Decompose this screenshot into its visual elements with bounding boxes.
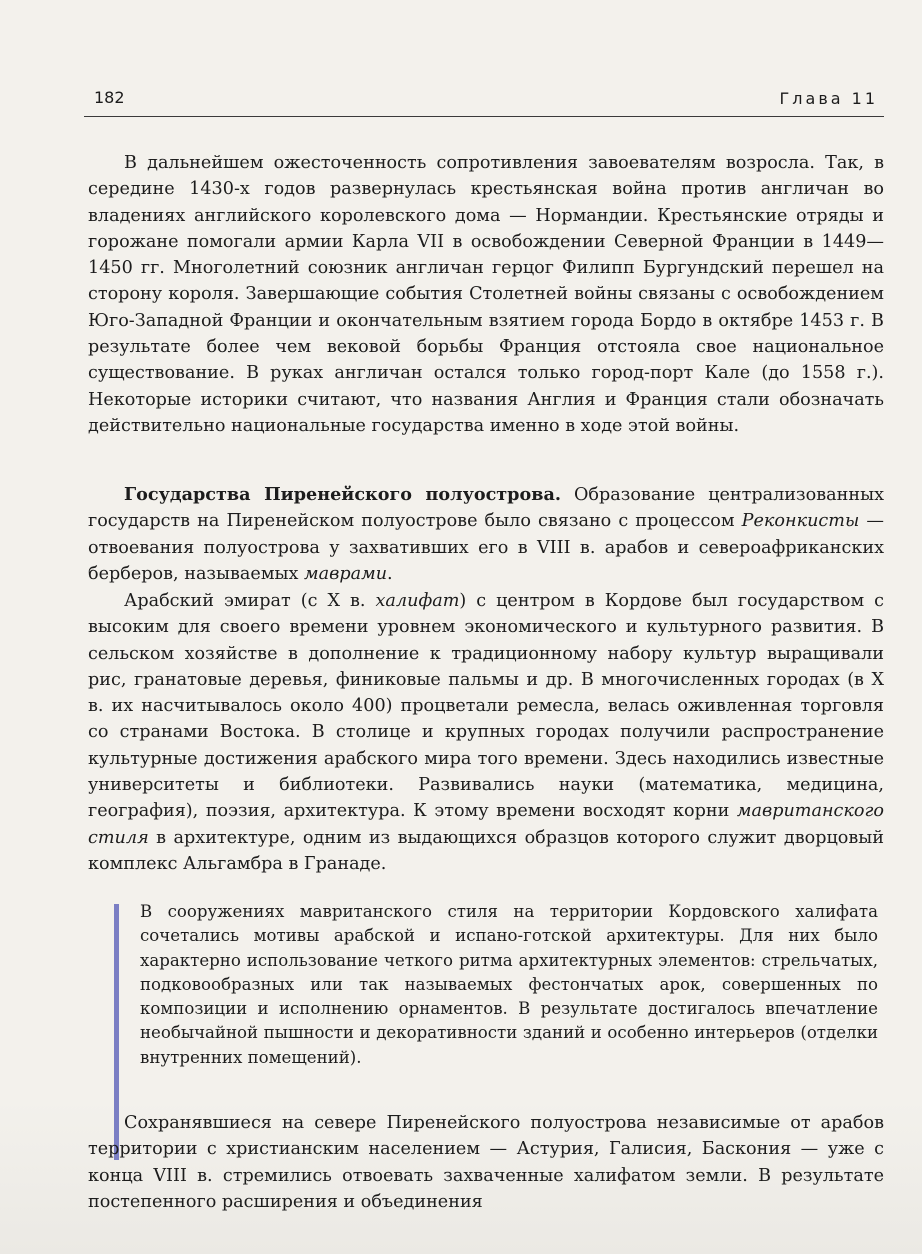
- paragraph-arab-emirate: [88, 588, 884, 877]
- paragraph-text: в архитектуре, одним из выдающихся образцов которого служит дворцовый комплекс Альгамбра в Гранаде.: [88, 827, 884, 874]
- note-text: В сооружениях мавританского стиля на территории Кордовского халифата сочетались мотивы арабской и испано-готской архитектуры. Для них было характерно использование четкого ритма архитектурных элементов: стрельчатых, подковообразных или так называемых фестончатых арок, совершенных по композиции и исполнению орнаментов. В результате достигалось впечатление необычайной пышности и декоративности зданий и особенно интерьеров (отделки внутренних помещений).: [140, 902, 878, 1067]
- paragraph-hundred-years-war-end: В дальнейшем ожесточенность сопротивления завоевателям возросла. Так, в середине 1430-х годов развернулась крестьянская война против англичан во владениях английского королевского дома — Нормандии. Крестьянские отряды и горожане помогали армии Карла VII в освобождении Северной Франции в 1449—1450 гг. Многолетний союзник англичан герцог Филипп Бургундский перешел на сторону короля. Завершающие события Столетней войны связаны с освобождением Юго-Западной Франции и окончательным взятием города Бордо в октябре 1453 г. В результате более чем вековой борьбы Франция отстояла свое национальное существование. В руках англичан остался только город-порт Кале (до 1558 г.). Некоторые историки считают, что названия Англия и Франция стали обозначать действительно национальные государства именно в ходе этой войны.: [88, 153, 884, 436]
- paragraph-iberian-states: [88, 482, 884, 587]
- paragraph-text: .: [387, 563, 393, 584]
- running-header: [84, 86, 884, 117]
- term-moors: маврами: [304, 563, 388, 584]
- term-caliphate: халифат: [375, 591, 460, 611]
- page-number: 182: [94, 88, 125, 107]
- term-reconquista: Реконкисты: [741, 511, 860, 532]
- paragraph-text: Образование централизованных государств на Пиренейском полуострове было связано с процессом: [88, 485, 884, 532]
- paragraph-christian-territories: Сохранявшиеся на севере Пиренейского полуострова независимые от арабов территории с христианским населением — Астурия, Галисия, Баскония — уже с конца VIII в. стремились отвоевать захваченные халифатом земли. В результате постепенного расширения и объединения: [88, 1113, 884, 1212]
- term-moorish-style: мавританского стиля: [88, 801, 884, 848]
- paragraph-text: — отвоевания полуострова у захвативших его в VIII в. арабов и североафриканских берберов, называемых: [88, 511, 884, 584]
- paragraph-text: ) с центром в Кордове был государством с высоким для своего времени уровнем экономического и культурного развития. В сельском хозяйстве в дополнение к традиционному набору культур выращивали рис, гранатовые деревья, финиковые пальмы и др. В многочисленных городах (в X в. их насчитывалось около 400) процветали ремесла, велась оживленная торговля со странами Востока. В столице и крупных городах получили распространение культурные достижения арабского мира того времени. Здесь находились известные университеты и библиотеки. Развивались науки (математика, медицина, география), поэзия, архитектура. К этому времени восходят корни: [88, 591, 884, 822]
- paragraph-text: Арабский эмират (с X в.: [124, 591, 376, 611]
- section-heading: Государства Пиренейского полуострова.: [124, 484, 561, 505]
- chapter-title: Глава 11: [779, 89, 878, 108]
